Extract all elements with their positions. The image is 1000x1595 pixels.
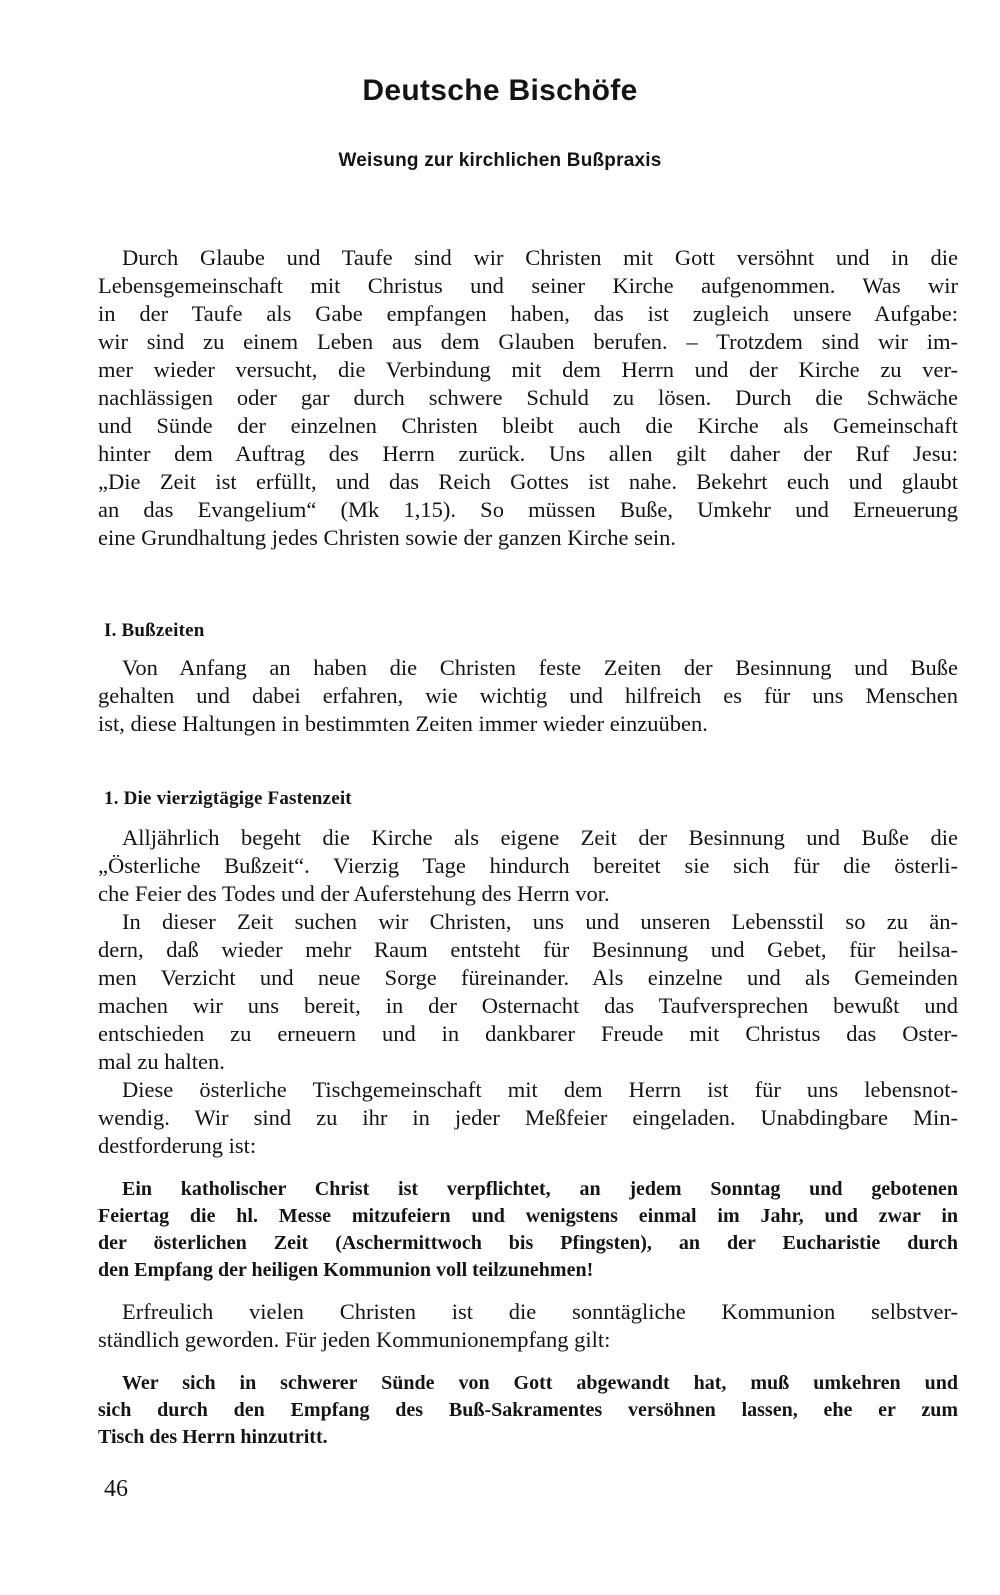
text-line: entschieden zu erneuern und in dankbarer Freude mit Christus das Oster- [98,1021,958,1046]
text-line: an das Evangelium“ (Mk 1,15). So müssen Buße, Umkehr und Erneuerung [98,497,958,522]
text-line: Feiertag die hl. Messe mitzufeiern und wenigstens einmal im Jahr, und zwar in [98,1205,958,1227]
text-line: gehalten und dabei erfahren, wie wichtig und hilfreich es für uns Menschen [98,683,958,708]
paragraph [98,824,958,908]
text-line: ist, diese Haltungen in bestimmten Zeiten immer wieder einzuüben. [98,711,708,736]
text-line: Ein katholischer Christ ist verpflichtet, an jedem Sonntag und gebotenen [122,1178,958,1200]
text-line: wendig. Wir sind zu ihr in jeder Meßfeier eingeladen. Unabdingbare Min- [98,1105,958,1130]
section-heading: I. Bußzeiten [104,620,205,641]
text-line: Tisch des Herrn hinzutritt. [98,1426,328,1448]
text-line: Alljährlich begeht die Kirche als eigene Zeit der Besinnung und Buße die [122,825,958,850]
section-paragraph [98,654,958,738]
text-line: sich durch den Empfang des Buß-Sakramentes versöhnen lassen, ehe er zum [98,1399,958,1421]
text-line: der österlichen Zeit (Aschermittwoch bis Pfingsten), an der Eucharistie durch [98,1232,958,1254]
text-line: mal zu halten. [98,1049,225,1074]
text-line: Diese österliche Tischgemeinschaft mit dem Herrn ist für uns lebensnot- [122,1077,958,1102]
bold-rule [98,1370,958,1451]
text-line: Lebensgemeinschaft mit Christus und seiner Kirche aufgenommen. Was wir [98,273,958,298]
text-line: „Österliche Bußzeit“. Vierzig Tage hindurch bereitet sie sich für die österli- [98,853,958,878]
text-line: ständlich geworden. Für jeden Kommunionempfang gilt: [98,1327,611,1352]
text-line: machen wir uns bereit, in der Osternacht das Taufversprechen bewußt und [98,993,958,1018]
text-line: nachlässigen oder gar durch schwere Schuld zu lösen. Durch die Schwäche [98,385,958,410]
subsection-heading: 1. Die vierzigtägige Fastenzeit [104,788,352,809]
text-line: destforderung ist: [98,1133,257,1158]
text-line: wir sind zu einem Leben aus dem Glauben berufen. – Trotzdem sind wir im- [98,329,958,354]
text-line: in der Taufe als Gabe empfangen haben, das ist zugleich unsere Aufgabe: [98,301,958,326]
text-line: men Verzicht und neue Sorge füreinander. Als einzelne und als Gemeinden [98,965,958,990]
text-line: Von Anfang an haben die Christen feste Zeiten der Besinnung und Buße [122,655,958,680]
text-line: „Die Zeit ist erfüllt, und das Reich Gottes ist nahe. Bekehrt euch und glaubt [98,469,958,494]
text-line: In dieser Zeit suchen wir Christen, uns und unseren Lebensstil so zu än- [122,909,958,934]
bold-rule [98,1176,958,1284]
text-line: eine Grundhaltung jedes Christen sowie der ganzen Kirche sein. [98,525,676,550]
text-line: und Sünde der einzelnen Christen bleibt auch die Kirche als Gemeinschaft [98,413,958,438]
text-line: Wer sich in schwerer Sünde von Gott abgewandt hat, muß umkehren und [122,1372,958,1394]
paragraph [98,908,958,1076]
text-line: Durch Glaube und Taufe sind wir Christen mit Gott versöhnt und in die [122,245,958,270]
page-subtitle: Weisung zur kirchlichen Bußpraxis [338,150,662,171]
page-number: 46 [104,1476,128,1502]
page-title: Deutsche Bischöfe [362,74,638,107]
text-line: mer wieder versucht, die Verbindung mit dem Herrn und der Kirche zu ver- [98,357,958,382]
text-line: den Empfang der heiligen Kommunion voll teilzunehmen! [98,1259,594,1281]
text-line: che Feier des Todes und der Auferstehung des Herrn vor. [98,881,610,906]
text-line: hinter dem Auftrag des Herrn zurück. Uns allen gilt daher der Ruf Jesu: [98,441,958,466]
text-line: dern, daß wieder mehr Raum entsteht für Besinnung und Gebet, für heilsa- [98,937,958,962]
paragraph [98,1076,958,1160]
paragraph [98,1298,958,1354]
intro-paragraph [98,244,958,552]
text-line: Erfreulich vielen Christen ist die sonntägliche Kommunion selbstver- [122,1299,958,1324]
